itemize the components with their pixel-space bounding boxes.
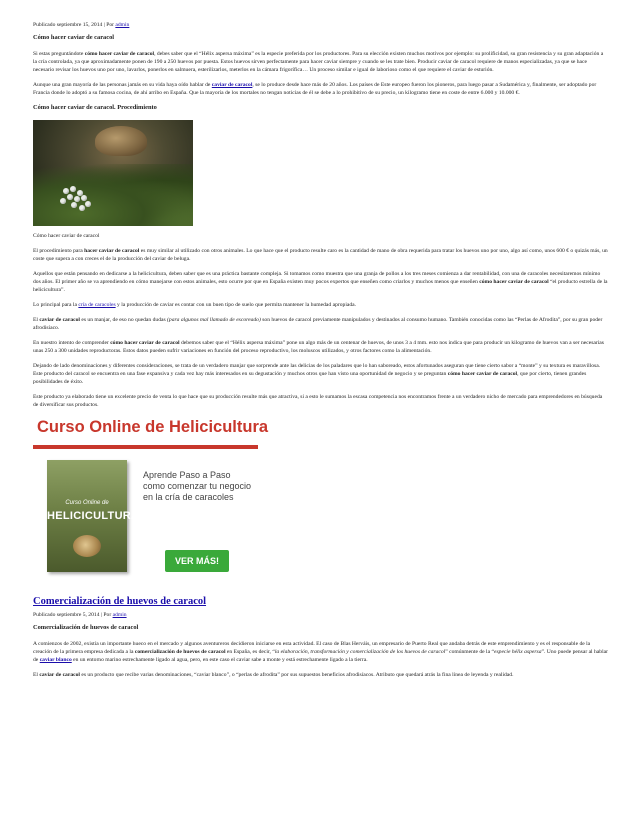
post-meta: Publicado septiembre 15, 2014 | Por admin	[33, 22, 130, 28]
cover-subtitle: Curso Online de	[65, 500, 109, 506]
cria-link[interactable]: cría de caracoles	[78, 302, 116, 308]
post-heading: Comercialización de huevos de caracol	[33, 624, 139, 631]
paragraph: El caviar de caracol es un producto que recibe varias denominaciones, “caviar blanco”, o “perlas de afrodita” por sus supuestos beneficios afrodisíacos. Atributo que quedará atrás la fina línea de leyenda y realidad.	[33, 672, 514, 678]
post-title-link[interactable]: Comercialización de huevos de caracol	[33, 596, 207, 607]
paragraph: Este producto ya elaborado tiene un excelente precio de venta lo que hace que su producción resulte más que atractiva, si a esto le sumamos la escasa competencia nos encontramos frente a un verdadero nicho de mercado para emprendedores en búsqueda de diversificar sus productos.	[33, 394, 603, 408]
ver-mas-button[interactable]: VER MÁS!	[165, 550, 229, 572]
image-caption: Cómo hacer caviar de caracol	[33, 233, 100, 239]
paragraph: El procedimiento para hacer caviar de caracol es muy similar al utilizado con otros animales. Lo que hace que el producto resulte caro es la cantidad de mano de obra requerida para tratar los huevos uno por uno, algo así como, unos 600 € o quizás más, un coste que supera a con creces el de la producción del caviar de beluga.	[33, 248, 608, 262]
author-link[interactable]: admin	[112, 612, 127, 618]
cover-title: HELICICULTURA	[47, 510, 140, 522]
paragraph: En nuestro intento de comprender cómo hacer caviar de caracol debemos saber que el “Hélix aspersa máxima” pone un algo más de un centenar de huevos, de unos 3 a 4 mm. esto nos indica que para producir un kilogramo de huevos van a ser necesarias unas 250 a 300 unidades reproductoras. Estos datos pueden sufrir variaciones en función del proceso reproductivo, los moluscos utilizados, y otros factores como la alimentación.	[33, 340, 604, 354]
page	[33, 22, 608, 686]
section-heading: Cómo hacer caviar de caracol. Procedimiento	[33, 104, 157, 111]
post-title[interactable]	[33, 596, 608, 607]
course-banner[interactable]	[33, 416, 269, 586]
snail-icon	[73, 535, 101, 557]
paragraph: El caviar de caracol es un manjar, de eso no quedan dudas (para algunos mal llamado de escoreado) son huevos de caracol previamente manipulados y destinados al consumo humano. También conocidas como las “Perlas de Afrodita”, por su gran poder afrodisíaco.	[33, 317, 603, 331]
course-cover	[47, 460, 140, 572]
paragraph: Aquellos que están pensando en dedicarse a la helicicultura, deben saber que es una práctica bastante compleja. Si tomamos como muestra que una granja de pollos a los tres meses comienza a dar rentabilidad, con una de caracoles necesitaremos mínimo dos años. El primer año se va aprendiendo en cómo manejarse con estos animales, esto ocurre por que en España existen muy pocos expertos que enseñen como criarlos y muchos menos que enseñen cómo hacer caviar de caracol “el producto estrella de la helicicultura”.	[33, 271, 608, 293]
post-heading: Cómo hacer caviar de caracol	[33, 34, 115, 41]
paragraph: Lo principal para la cría de caracoles y la producción de caviar es contar con un buen tipo de suelo que permita mantener la humedad apropiada.	[33, 302, 357, 308]
paragraph: A comienzos de 2002, existía un importante hueco en el mercado y algunos aventureros decidieron iniciarse en esta actividad. El caso de Blas Herváis, un empresario de Puerto Real que andaba detrás de este emprendimiento y es el responsable de la creación de la primera empresa dedicada a la comercialización de huevos de caracol en España, es decir, “la elaboración, transformación y comercialización de los huevos de caracol” comúnmente de la “especie hélix aspersa”. Uno puede pensar al hablar de caviar blanco en un entorno marino estrechamente ligado al agua, pero, en este caso el caviar sabe a monte y está estrechamente ligado a la tierra.	[33, 641, 608, 663]
banner-title: Curso Online de Helicicultura	[37, 418, 269, 436]
banner-tagline: Aprende Paso a Paso como comenzar tu negocio en la cría de caracoles	[143, 470, 252, 502]
caviar-blanco-link[interactable]: caviar blanco	[39, 657, 72, 663]
caviar-link[interactable]: caviar de caracol	[211, 82, 253, 88]
snail-eggs-photo	[33, 120, 193, 226]
paragraph: Aunque una gran mayoría de las personas jamás en su vida haya oído hablar de caviar de caracol, se lo produce desde hace más de 20 años. Los países de Este europeo fueron los pioneros, para luego pasar a Sudamérica y, finalmente, ser adoptado por Francia donde lo adoptó a su famosa cocina, de ahí arribo en España. Que la mayoría de los mortales no tengan noticias de él se debe a lo prohibitivo de su precio, un kilogramo tiene en coste de entre 6.000 y 10.000 €.	[33, 82, 597, 96]
paragraph: Si estas preguntándote cómo hacer caviar de caracol, debes saber que el “Hélix aspersa máxima” es la especie preferida por los productores. Para su elección existen muchos motivos por ejemplo: su prolificidad, su gran resistencia y su gran adaptación a la cría controlada, ya que aproximadamente ponen de 190 a 250 huevos por puesta. Estos huevos sirven perfectamente para hacer caviar siempre y cuando se les trate bien. Producir caviar de caracol requiere de manos especializadas, ya que se hace necesario revisar los huevos uno por uno, lavarlos, ponerlos en salmuera, esterilizarlos, meterlos en la cámara frigorífica… Un proceso similar e igual de laborioso como el que requiere el caviar de esturión.	[33, 51, 604, 73]
paragraph: Dejando de lado denominaciones y diferentes consideraciones, se trata de un verdadero manjar que sorprende ante las delicias de los paladares que lo han saboreado, estos afortunados aseguran que tiene cierto sabor a “monte” y su textura es maravillosa. Este producto del caracol se encuentra en una fase expansiva y cada vez hay más interesados en su degustación y muchos otros que han visto una oportunidad de negocio y se preguntan cómo hacer caviar de caracol, que por cierto, tienen grandes posibilidades de éxito.	[33, 363, 601, 385]
banner-stripe	[33, 445, 258, 449]
author-link[interactable]: admin	[115, 22, 130, 28]
post-meta: Publicado septiembre 5, 2014 | Por admin	[33, 612, 127, 618]
